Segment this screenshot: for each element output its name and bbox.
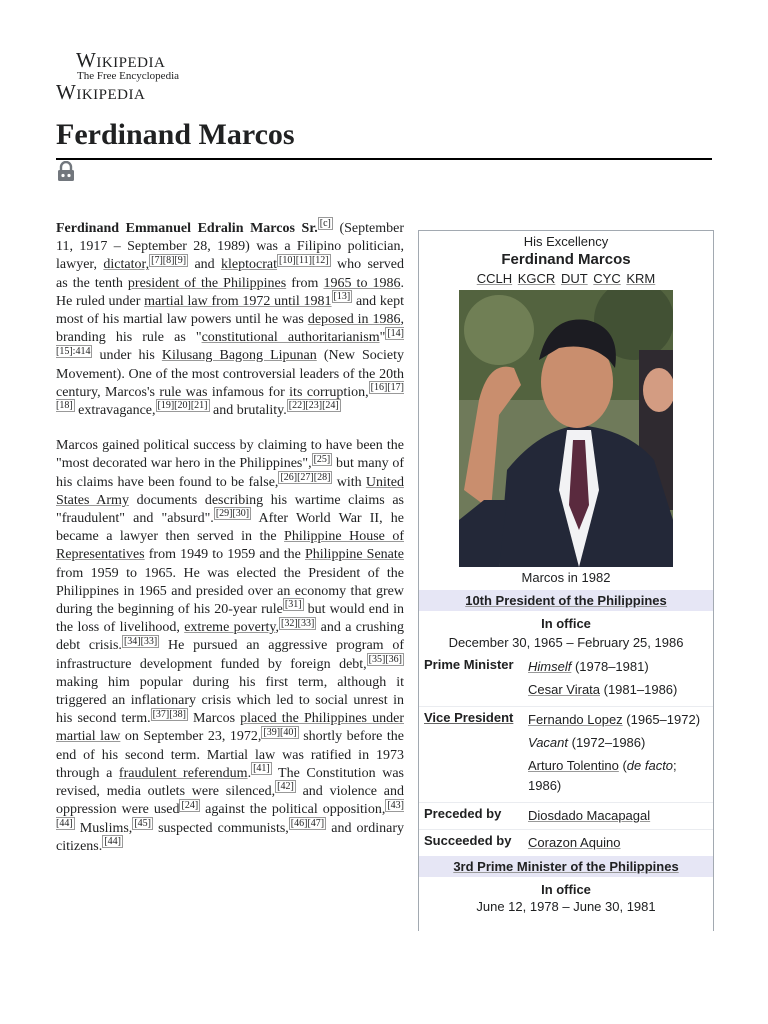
infobox-row-prime-minister <box>419 654 713 706</box>
body-text: Marcos gained political success by claiming to have been the "most decorated war hero in the Philippines", <box>56 438 404 472</box>
row-value <box>528 833 708 853</box>
wikipedia-logo[interactable] <box>56 50 196 102</box>
body-text: against the political opposition, <box>200 802 386 818</box>
body-text: Muslims, <box>74 820 133 836</box>
citation-refs[interactable]: [19][20][21] <box>157 400 208 412</box>
row-value <box>528 657 708 703</box>
in-office-label: In office <box>541 882 591 897</box>
citation-refs[interactable]: [43][44] <box>56 799 404 829</box>
body-text: under his <box>92 348 162 364</box>
pm-link[interactable]: Cesar Virata <box>528 682 601 697</box>
infobox-name: Ferdinand Marcos <box>501 251 631 268</box>
postnominal-link[interactable]: CYC <box>593 271 621 286</box>
body-text: The Constitution was revised, media outlets were silenced, <box>56 765 404 800</box>
row-label <box>424 710 528 799</box>
photo-caption: Marcos in 1982 <box>521 570 611 585</box>
body-text: from 1959 to 1965. He was elected the President of the Philippines in 1965 and presided over an economy that grew during the beginning of his 20-year rule <box>56 565 404 618</box>
subject-name: Ferdinand Emmanuel Edralin Marcos Sr. <box>56 221 318 236</box>
citation-refs[interactable]: [26][27][28] <box>280 471 331 483</box>
body-text: He pursued an aggressive program of infrastructure development funded by foreign debt, <box>56 638 404 672</box>
logo-wordmark-bottom: Wikipedia <box>56 80 146 104</box>
term-years: (1978–1981) <box>571 659 649 674</box>
link-us-army[interactable]: United States Army <box>56 474 404 508</box>
office-dates: December 30, 1965 – February 25, 1986 <box>448 635 684 650</box>
link-martial-law[interactable]: martial law from 1972 until 1981 <box>144 293 332 309</box>
portrait-photo[interactable] <box>459 290 673 567</box>
body-text: making him popular during his first term, although it triggered an inflationary crisis which led to social unrest in his second term. <box>56 674 404 727</box>
citation-refs[interactable]: [24] <box>181 799 199 811</box>
citation-refs[interactable]: [44] <box>104 836 121 848</box>
body-text: and <box>188 257 222 273</box>
citation-refs[interactable]: [39][40] <box>263 726 297 738</box>
citation-refs[interactable]: [42] <box>277 781 294 793</box>
citation-refs[interactable]: [13] <box>333 291 351 303</box>
row-label: Succeeded by <box>424 833 512 848</box>
link-deposed[interactable]: deposed in 1986 <box>307 312 401 328</box>
infobox-honorific: His Excellency <box>523 234 609 249</box>
office-header-president <box>419 590 713 611</box>
body-text: from 1949 to 1959 and the <box>144 547 305 563</box>
postnominal-link[interactable]: KRM <box>626 271 656 286</box>
body-text: suspected communists, <box>152 820 289 836</box>
body-text: and a crushing debt crisis. <box>56 620 404 654</box>
citation-refs[interactable]: [32][33] <box>280 617 315 629</box>
office-link[interactable]: 10th President of the Philippines <box>465 593 667 608</box>
body-text: but would end in the loss of livelihood, <box>56 602 405 636</box>
postnominal-link[interactable]: DUT <box>560 271 588 286</box>
postnominal-link[interactable]: CCLH <box>476 271 513 286</box>
body-text: and kept most of his martial law powers until he was <box>56 293 404 328</box>
link-senate[interactable]: Philippine Senate <box>304 547 404 563</box>
title-divider <box>56 158 712 160</box>
citation-refs[interactable]: [25] <box>313 453 331 465</box>
body-text: shortly before the end of his second term. Martial law was ratified in 1973 through a <box>56 729 404 781</box>
body-text: (September 11, 1917 – September 28, 1989) was a Filipino politician, lawyer, <box>56 221 404 273</box>
citation-refs[interactable]: [34][33] <box>123 635 158 647</box>
predecessor-link[interactable]: Diosdado Macapagal <box>528 808 651 823</box>
row-label: Prime Minister <box>424 657 514 672</box>
lock-icon[interactable] <box>57 161 75 181</box>
body-text: extravagance, <box>74 403 156 419</box>
row-label: Preceded by <box>424 806 502 821</box>
infobox-row-succeeded-by <box>419 829 713 856</box>
vp-link[interactable]: Arturo Tolentino <box>528 758 619 773</box>
body-text: (New Society Movement). One of the most controversial leaders of the 20th century, Marcos's rule was infamous for its corruption, <box>56 348 405 400</box>
vp-label-link[interactable]: Vice President <box>424 710 514 725</box>
body-text: and violence and oppression were used <box>56 784 404 818</box>
citation-refs[interactable]: [7][8][9] <box>151 254 187 266</box>
office-dates: June 12, 1978 – June 30, 1981 <box>476 899 656 914</box>
body-text: . He ruled under <box>56 275 404 309</box>
body-text: from <box>286 275 324 291</box>
body-text: , <box>275 620 279 636</box>
body-text: but many of his claims have been found to be false, <box>56 456 404 490</box>
citation-refs[interactable]: [10][11][12] <box>279 254 329 266</box>
link-constitutional-authoritarianism[interactable]: constitutional authoritarianism <box>201 330 380 346</box>
body-text: " <box>379 330 386 346</box>
link-house-of-representatives[interactable]: Philippine House of Representatives <box>56 529 404 563</box>
postnominal-link[interactable]: KGCR <box>517 271 556 286</box>
infobox-postnominals <box>419 271 713 286</box>
citation-refs[interactable]: [22][23][24] <box>288 400 339 412</box>
citation-refs[interactable]: [46][47] <box>290 817 325 829</box>
vp-link[interactable]: Fernando Lopez <box>528 712 623 727</box>
successor-link[interactable]: Corazon Aquino <box>528 835 621 850</box>
article-body <box>56 220 404 873</box>
citation-refs[interactable]: [41] <box>253 763 270 775</box>
link-extreme-poverty[interactable]: extreme poverty <box>184 620 276 636</box>
citation-refs[interactable]: [35][36] <box>368 654 402 666</box>
link-dictator[interactable]: dictator, <box>103 257 150 273</box>
link-kilusang-bagong-lipunan[interactable]: Kilusang Bagong Lipunan <box>161 348 317 364</box>
body-text: documents describing his wartime claims as "fraudulent" and "absurd". <box>56 492 404 527</box>
citation-refs[interactable]: [29][30] <box>215 508 250 520</box>
pm-link[interactable]: Himself <box>528 659 572 674</box>
body-text: on September 23, 1972, <box>120 729 262 745</box>
office-header-prime-minister <box>419 856 713 877</box>
citation-refs[interactable]: [31] <box>284 599 302 611</box>
term-years: ; 1986) <box>528 758 677 793</box>
term-years: ( <box>618 758 627 773</box>
office-link[interactable]: 3rd Prime Minister of the Philippines <box>453 859 679 874</box>
body-text: with <box>332 474 366 490</box>
citation-refs[interactable]: [37][38] <box>152 708 186 720</box>
link-martial-law-declaration[interactable]: placed the Philippines under martial law <box>56 711 404 745</box>
body-text: who served as the tenth <box>56 257 405 291</box>
row-value <box>528 710 708 799</box>
link-1965-1986[interactable]: 1965 to 1986 <box>323 275 401 291</box>
vp-vacant: Vacant <box>528 735 568 750</box>
logo-wordmark-top: Wikipedia <box>76 48 166 72</box>
term-years: (1981–1986) <box>600 682 678 697</box>
term-years: (1972–1986) <box>568 735 646 750</box>
in-office-label: In office <box>541 616 591 631</box>
body-text: Marcos <box>187 711 241 727</box>
footnote-ref[interactable]: [c] <box>319 218 331 230</box>
body-text: After World War II, he became a lawyer then served in the <box>56 511 404 545</box>
citation-refs[interactable]: [16][17][18] <box>56 382 404 412</box>
body-text: and ordinary citizens. <box>56 820 404 854</box>
page-title: Ferdinand Marcos <box>56 118 295 151</box>
logo-tagline: The Free Encyclopedia <box>77 70 180 82</box>
link-fraudulent-referendum[interactable]: fraudulent referendum <box>118 765 248 781</box>
infobox <box>418 230 714 931</box>
lead-paragraph-1 <box>56 220 404 420</box>
de-facto-note: de facto <box>626 758 674 773</box>
body-text: and brutality. <box>209 403 287 419</box>
citation-refs[interactable]: [14][15]:414 <box>56 327 404 357</box>
row-value <box>528 806 708 826</box>
body-text: , branding his rule as " <box>56 312 404 346</box>
citation-refs[interactable]: [45] <box>134 817 151 829</box>
infobox-row-preceded-by <box>419 802 713 829</box>
term-years: (1965–1972) <box>622 712 701 727</box>
body-text: . <box>247 765 252 781</box>
link-kleptocrat[interactable]: kleptocrat <box>221 257 278 273</box>
lead-paragraph-2 <box>56 437 404 856</box>
infobox-row-vice-president <box>419 706 713 802</box>
link-president[interactable]: president of the Philippines <box>127 275 287 291</box>
